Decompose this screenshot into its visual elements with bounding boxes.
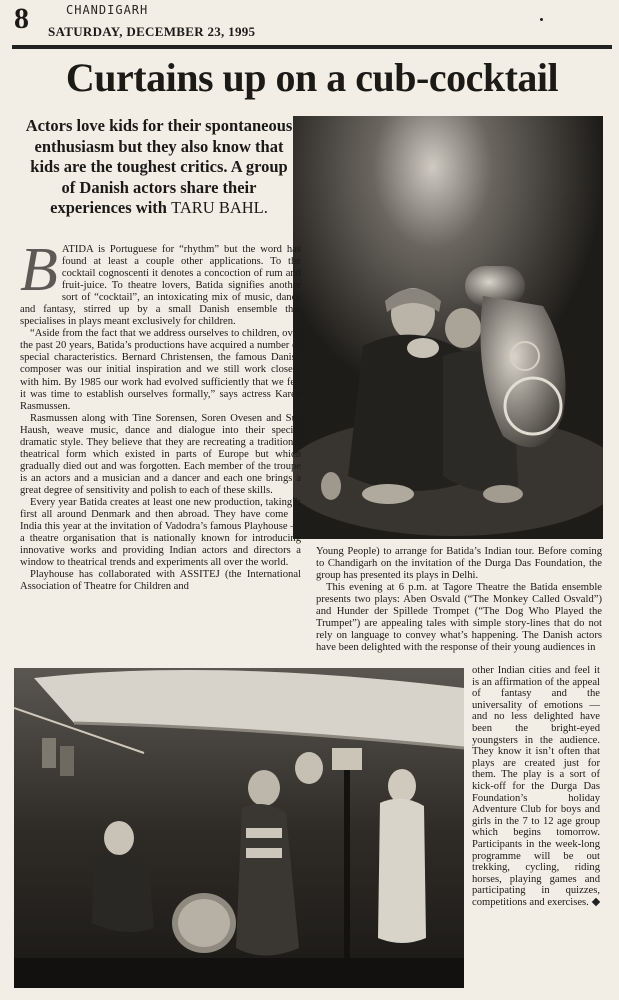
paragraph-2: “Aside from the fact that we address ourselves to children, over the past 20 years, Batida’s productions have acquired a number of special characteristics. Bernard Christensen, the famous Danish composer was our initial inspiration and we still work closely with him. By 1985 our work had evolved sufficiently that we felt it was time to establish ourselves formally,” says actress Karen Rasmussen. [20, 328, 301, 412]
body-column-2 [316, 546, 602, 666]
paragraph-4: Every year Batida creates at least one new production, taking it first all around Denmark and then abroad. They have come to India this year at the invitation of Vadodra’s famous Playhouse — a theatre organisation that is nationally known for introducing innovative works and providing Indian actors and directors a window to theatrical trends and experiments all over the world. [20, 496, 301, 569]
paragraph-5: Playhouse has collaborated with ASSITEJ (the International Association of Theatre for Children and [20, 569, 301, 593]
photo-actors-tuba-image [293, 116, 603, 539]
end-of-article-marker [592, 898, 600, 906]
paragraph-1 [20, 244, 301, 328]
deck-text: Actors love kids for their spontaneous enthusiasm but they also know that kids are the toughest critics. A group of Danish actors share their experiences with [25, 116, 293, 217]
drop-cap: B [20, 244, 58, 304]
byline: TARU BAHL. [171, 198, 268, 217]
paragraph-1-text: ATIDA is Portuguese for “rhythm” but the word has found at least a couple other applications. To the cocktail cognoscenti it denotes a concoction of rum and fruit-juice. To theatre lovers, Batida signifies another sort of “cocktail”, an intoxicating mix of music, dance and fantasy, stirred up by a small Danish ensemble that specialises in plays meant exclusively for children. [20, 244, 301, 328]
body-column-1 [20, 244, 301, 654]
body-column-3 [472, 665, 600, 987]
photo-stage-scene-image [14, 668, 464, 988]
dateline: SATURDAY, DECEMBER 23, 1995 [48, 24, 256, 39]
page-number: 8 [14, 2, 29, 35]
paragraph-8 [472, 665, 600, 908]
paragraph-7: This evening at 6 p.m. at Tagore Theatre the Batida ensemble presents two plays: Aben Osvald (“The Monkey Called Osvald”) and Hunder der Spillede Trompet (“The Dog Who Played the Trumpet”) are appealing tales with simple story-lines that do not rely on language to convey what’s happening. The Danish actors have been delighted with the response of their young audiences in [316, 582, 602, 654]
photo-actors-tuba [293, 116, 603, 539]
paragraph-6: Young People) to arrange for Batida’s Indian tour. Before coming to Chandigarh on the invitation of the Durga Das Foundation, the group has presented its plays in Delhi. [316, 546, 602, 582]
deck [24, 116, 294, 219]
handwritten-note: CHANDIGARH [66, 3, 149, 17]
headline: Curtains up on a cub-cocktail [65, 55, 559, 100]
paragraph-3: Rasmussen along with Tine Sorensen, Soren Ovesen and Sus Haush, weave music, dance and dialogue into their special dramatic style. They believe that they are recreating a traditional theatrical form which existed in parts of Europe but which gradually died out and was forgotten. Each member of the troupe is an actors and a musician and a dancer and each one brings a great degree of sensitivity and polish to each of these skills. [20, 412, 301, 496]
ink-speck [540, 18, 543, 21]
header-rule [12, 45, 612, 49]
photo-stage-scene [14, 668, 464, 988]
paragraph-8-text: other Indian cities and feel it is an affirmation of the appeal of fantasy and the universality of emotions — and no less delighted have been the bright-eyed youngsters in the audience. They know it isn’t often that plays are created just for them. The play is a sort of kick-off for the Durga Das Foundation’s holiday Adventure Club for boys and girls in the 7 to 12 age group which begins tomorrow. Participants in the week-long programme will be out trekking, cycling, riding horses, playing games and participating in quizzes, competitions and exercises. [472, 665, 600, 908]
